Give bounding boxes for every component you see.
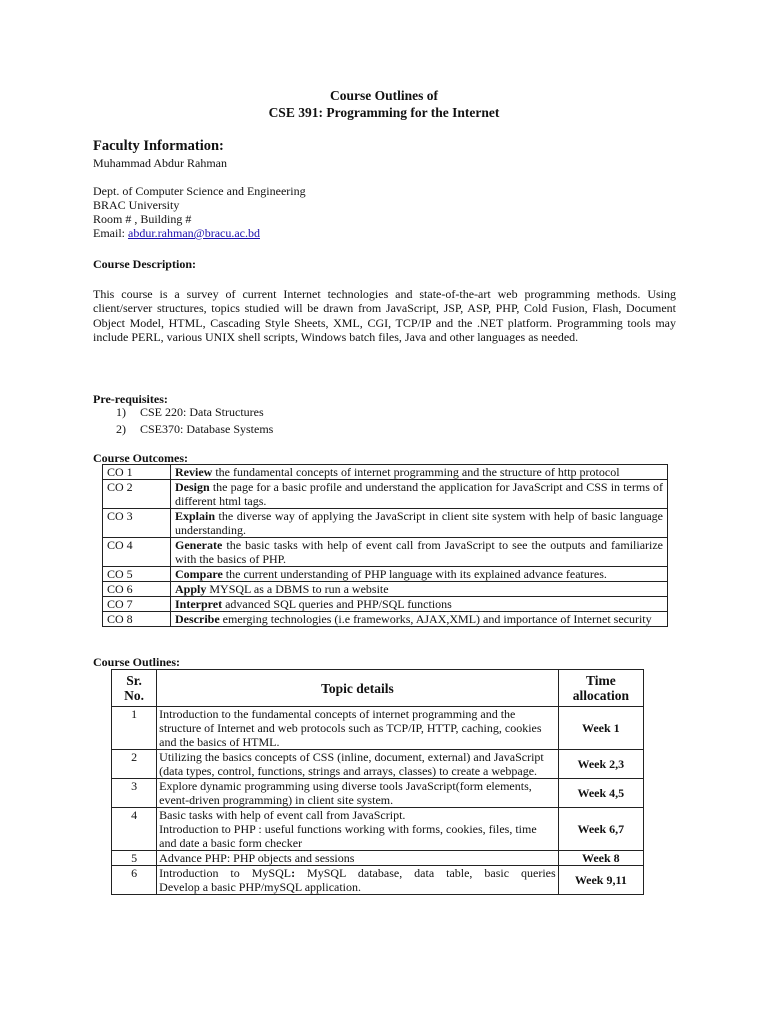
list-item-text: CSE370: Database Systems — [140, 422, 274, 436]
row-topic — [157, 866, 559, 895]
outcome-verb: Describe — [175, 612, 220, 626]
list-item-text: CSE 220: Data Structures — [140, 405, 264, 419]
row-number: 4 — [112, 808, 157, 851]
row-topic: Utilizing the basics concepts of CSS (inline, document, external) and JavaScript (data types, control, functions, strings and arrays, classes) to create a webpage. — [157, 750, 559, 779]
prerequisites-list — [116, 405, 273, 439]
outcome-code: CO 1 — [103, 465, 171, 480]
table-row — [112, 851, 644, 866]
table-row — [103, 612, 668, 627]
faculty-name: Muhammad Abdur Rahman — [93, 156, 227, 170]
document-title-line2: CSE 391: Programming for the Internet — [268, 105, 500, 120]
outcome-description — [171, 509, 668, 538]
outcome-text: advanced SQL queries and PHP/SQL functions — [222, 597, 452, 611]
email-link[interactable]: abdur.rahman@bracu.ac.bd — [128, 226, 260, 240]
faculty-email-line — [93, 226, 260, 240]
outcome-code: CO 8 — [103, 612, 171, 627]
table-row — [112, 808, 644, 851]
outcome-code: CO 2 — [103, 480, 171, 509]
outcome-text: the diverse way of applying the JavaScript in client site system with help of basic language understanding. — [175, 509, 663, 537]
row-number: 5 — [112, 851, 157, 866]
outcomes-heading: Course Outcomes: — [93, 451, 188, 465]
outcome-verb: Interpret — [175, 597, 223, 611]
row-time: Week 1 — [558, 707, 643, 750]
table-row — [103, 480, 668, 509]
column-header-topic: Topic details — [157, 670, 559, 707]
faculty-university: BRAC University — [93, 198, 180, 212]
outcome-text: the page for a basic profile and understand the application for JavaScript and CSS in terms of different html tags. — [175, 480, 663, 508]
outcome-description — [171, 480, 668, 509]
table-row — [112, 866, 644, 895]
outcome-code: CO 3 — [103, 509, 171, 538]
row-topic-line — [159, 866, 556, 880]
outcome-text: the fundamental concepts of internet programming and the structure of http protocol — [212, 465, 620, 479]
faculty-room: Room # , Building # — [93, 212, 192, 226]
outcome-verb: Apply — [175, 582, 207, 596]
outcome-text: MYSQL as a DBMS to run a website — [206, 582, 389, 596]
row-number: 1 — [112, 707, 157, 750]
list-item — [116, 422, 273, 439]
outcome-verb: Generate — [175, 538, 223, 552]
outcome-verb: Design — [175, 480, 210, 494]
list-item-number: 2) — [116, 422, 126, 436]
row-topic-part: MySQL database, data table, basic queries — [295, 866, 556, 880]
outlines-heading: Course Outlines: — [93, 655, 180, 669]
row-number: 6 — [112, 866, 157, 895]
outcome-text: the basic tasks with help of event call from JavaScript to see the outputs and familiarize with the basics of PHP. — [175, 538, 663, 566]
table-row — [112, 779, 644, 808]
row-time: Week 4,5 — [558, 779, 643, 808]
row-topic-part: Introduction to MySQL — [159, 866, 292, 880]
row-topic-colon: : — [291, 866, 296, 880]
row-time: Week 2,3 — [558, 750, 643, 779]
row-topic: Advance PHP: PHP objects and sessions — [157, 851, 559, 866]
table-row — [103, 509, 668, 538]
row-number: 3 — [112, 779, 157, 808]
row-time: Week 9,11 — [558, 866, 643, 895]
table-row — [103, 582, 668, 597]
row-time: Week 6,7 — [558, 808, 643, 851]
row-number: 2 — [112, 750, 157, 779]
outcomes-table — [102, 464, 668, 627]
column-header-time: Time allocation — [558, 670, 643, 707]
row-time: Week 8 — [558, 851, 643, 866]
faculty-dept: Dept. of Computer Science and Engineering — [93, 184, 306, 198]
outcome-verb: Review — [175, 465, 213, 479]
faculty-heading: Faculty Information: — [93, 138, 224, 154]
outcome-description — [171, 538, 668, 567]
outcome-code: CO 6 — [103, 582, 171, 597]
outlines-table — [111, 669, 644, 895]
outcome-description — [171, 597, 668, 612]
list-item — [116, 405, 273, 422]
row-topic-line: Basic tasks with help of event call from JavaScript. — [159, 808, 406, 822]
list-item-number: 1) — [116, 405, 126, 419]
outcome-verb: Compare — [175, 567, 223, 581]
table-row — [103, 597, 668, 612]
description-heading: Course Description: — [93, 257, 196, 271]
outcome-code: CO 4 — [103, 538, 171, 567]
table-row — [103, 567, 668, 582]
outcome-description — [171, 612, 668, 627]
column-header-sr: Sr. No. — [112, 670, 157, 707]
outcome-code: CO 5 — [103, 567, 171, 582]
row-topic: Explore dynamic programming using diverse tools JavaScript(form elements, event-driven programming) in client site system. — [157, 779, 559, 808]
outcome-code: CO 7 — [103, 597, 171, 612]
row-topic — [157, 808, 559, 851]
table-row — [112, 750, 644, 779]
outcome-description — [171, 567, 668, 582]
document-title-line1: Course Outlines of — [330, 88, 438, 103]
prerequisites-heading: Pre-requisites: — [93, 392, 168, 406]
outcome-verb: Explain — [175, 509, 216, 523]
description-text: This course is a survey of current Internet technologies and state-of-the-art web programming methods. Using client/server structures, topics studied will be drawn from JavaScript, JSP, ASP, PHP, Cold Fusion, Flash, Document Object Model, HTML, Cascading Style Sheets, XML, CGI, TCP/IP and the .NET platform. Programming tools may include PERL, various UNIX shell scripts, Windows batch files, Java and other languages as needed. — [93, 287, 676, 344]
row-topic-line: Introduction to PHP : useful functions working with forms, cookies, files, time and date a basic form checker — [159, 822, 537, 850]
outcome-text: the current understanding of PHP language with its explained advance features. — [222, 567, 607, 581]
outcome-text: emerging technologies (i.e frameworks, AJAX,XML) and importance of Internet security — [219, 612, 652, 626]
outcome-description — [171, 582, 668, 597]
table-row — [103, 538, 668, 567]
row-topic-line: Develop a basic PHP/mySQL application. — [159, 880, 362, 894]
row-topic: Introduction to the fundamental concepts of internet programming and the structure of Internet and web protocols such as TCP/IP, HTTP, caching, cookies and the basics of HTML. — [157, 707, 559, 750]
outcome-description — [171, 465, 668, 480]
table-row — [112, 707, 644, 750]
table-header-row — [112, 670, 644, 707]
email-label: Email: — [93, 226, 128, 240]
table-row — [103, 465, 668, 480]
